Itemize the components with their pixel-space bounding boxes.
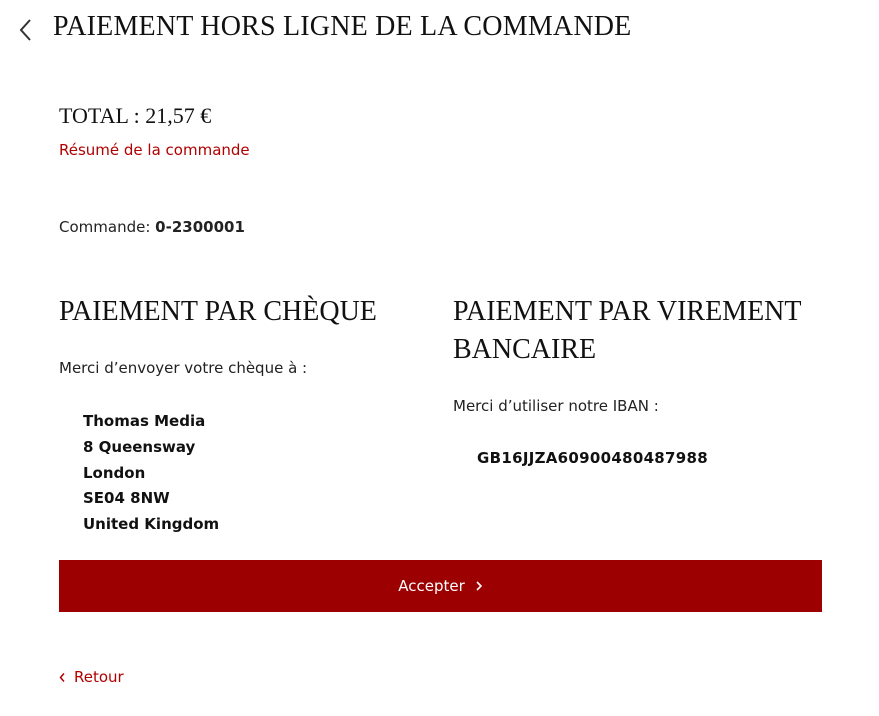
- total-label: TOTAL :: [59, 103, 140, 128]
- mailing-address: [83, 409, 219, 538]
- bank-transfer-section: [453, 293, 843, 467]
- back-link[interactable]: [59, 668, 124, 686]
- accept-button[interactable]: [59, 560, 822, 612]
- address-line: 8 Queensway: [83, 437, 196, 456]
- bank-transfer-title: PAIEMENT PAR VIREMENT BANCAIRE: [453, 296, 802, 365]
- address-line: London: [83, 463, 146, 482]
- cheque-payment-section: [59, 293, 419, 534]
- address-line: Thomas Media: [83, 412, 206, 430]
- order-number-line: [59, 218, 245, 236]
- cheque-instructions: Merci d’envoyer votre chèque à :: [59, 359, 308, 377]
- order-number: 0-2300001: [155, 218, 245, 236]
- back-link-label: Retour: [74, 668, 124, 686]
- order-label: Commande:: [59, 218, 151, 236]
- order-total: [59, 103, 211, 129]
- total-value: 21,57 €: [145, 103, 212, 128]
- page-title: PAIEMENT HORS LIGNE DE LA COMMANDE: [53, 11, 632, 42]
- address-line: United Kingdom: [83, 515, 220, 534]
- order-summary-link[interactable]: Résumé de la commande: [59, 141, 250, 159]
- iban-instructions: Merci d’utiliser notre IBAN :: [453, 397, 659, 415]
- accept-button-label: Accepter: [398, 577, 465, 595]
- iban-value: GB16JJZA60900480487988: [477, 449, 708, 467]
- chevron-left-icon[interactable]: [16, 16, 36, 44]
- chevron-right-icon: [475, 580, 483, 592]
- cheque-title: PAIEMENT PAR CHÈQUE: [59, 296, 377, 327]
- page-header: [0, 0, 879, 60]
- address-line: SE04 8NW: [83, 489, 170, 508]
- chevron-left-icon: [59, 672, 66, 683]
